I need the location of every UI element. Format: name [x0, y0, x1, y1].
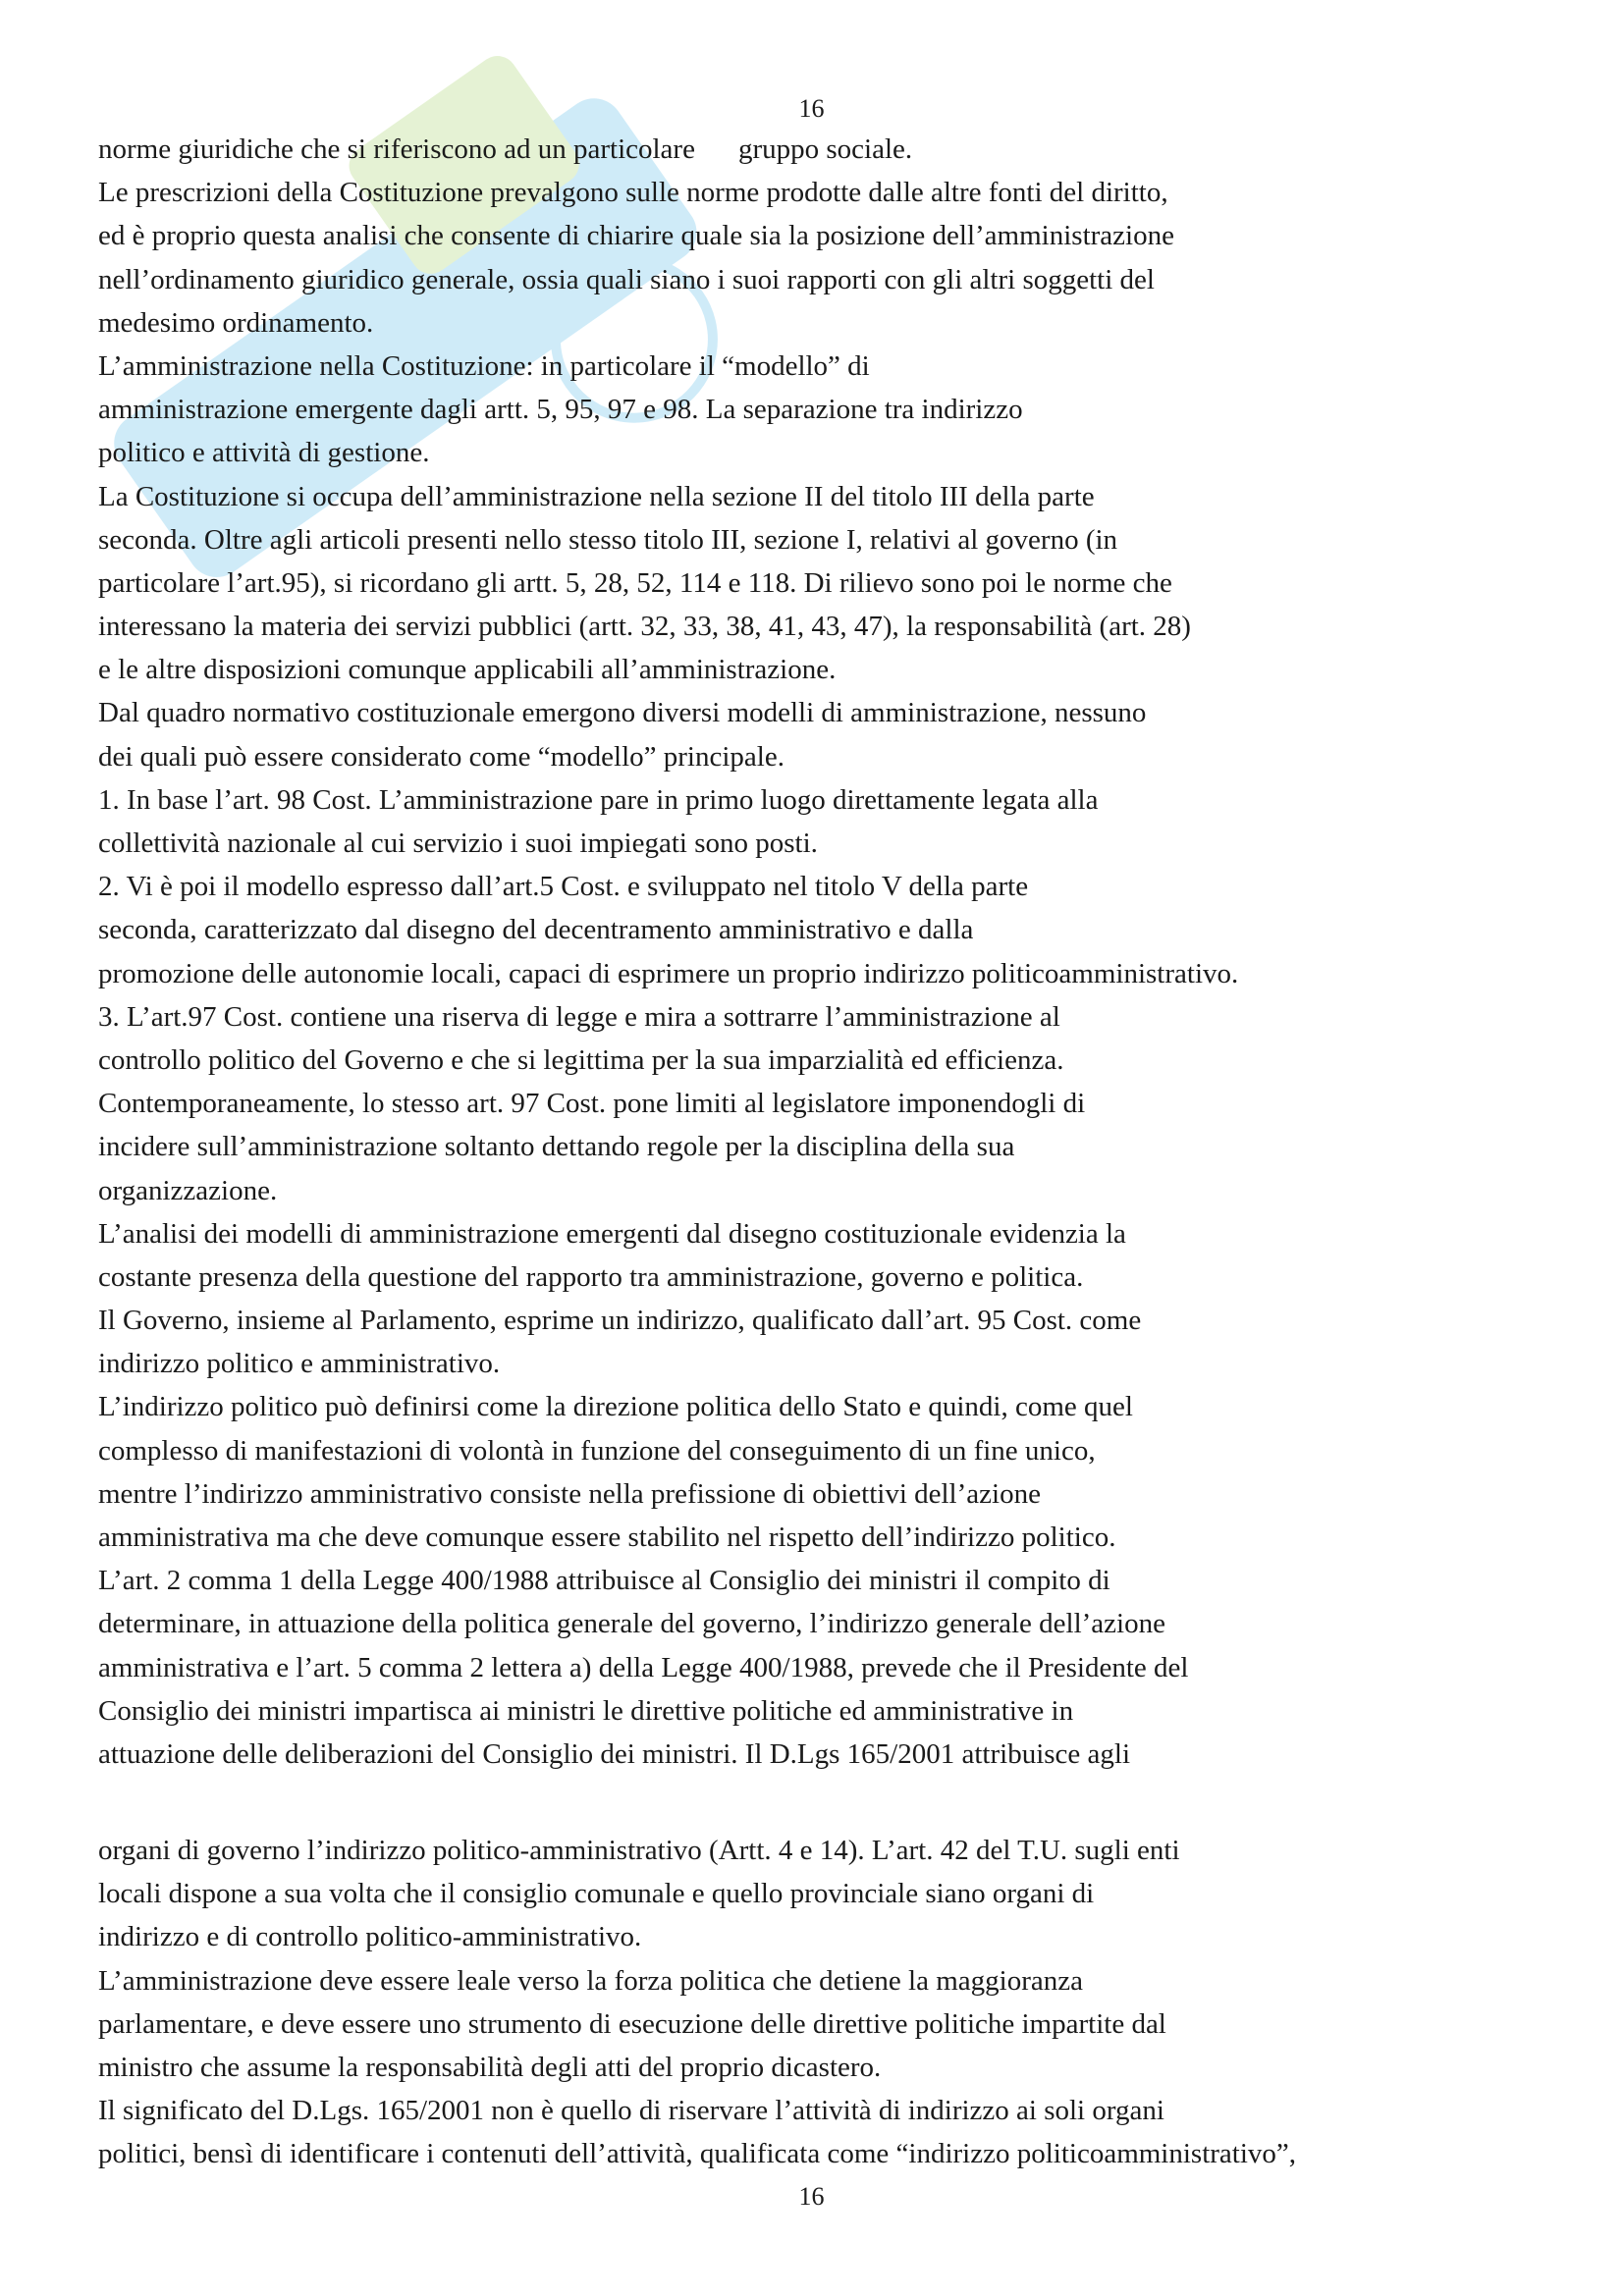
list-item-line: collettività nazionale al cui servizio i suoi impiegati sono posti.	[98, 828, 818, 859]
list-item-line: promozione delle autonomie locali, capaci di esprimere un proprio indirizzo politicoamministrativo.	[98, 957, 1239, 989]
section-heading-line: L’amministrazione nella Costituzione: in particolare il “modello” di	[98, 349, 870, 382]
text-block-first	[98, 128, 1551, 1776]
text-block-second	[98, 1829, 1551, 2176]
text-line: organizzazione.	[98, 1174, 278, 1206]
text-line: politici, bensì di identificare i contenuti dell’attività, qualificata come “indirizzo politicoamministrativo”,	[98, 2138, 1297, 2170]
text-line: determinare, in attuazione della politica generale del governo, l’indirizzo generale dell’azione	[98, 1608, 1165, 1640]
list-item-line: seconda, caratterizzato dal disegno del decentramento amministrativo e dalla	[98, 914, 974, 946]
text-line: complesso di manifestazioni di volontà in funzione del conseguimento di un fine unico,	[98, 1434, 1096, 1467]
text-line: norme giuridiche che si riferiscono ad un particolare gruppo sociale.	[98, 133, 913, 165]
section-heading-line: amministrazione emergente dagli artt. 5, 95, 97 e 98. La separazione tra indirizzo	[98, 394, 1023, 426]
list-item-line: controllo politico del Governo e che si legittima per la sua imparzialità ed efficienza.	[98, 1043, 1064, 1076]
list-item-line: 1. In base l’art. 98 Cost. L’amministrazione pare in primo luogo direttamente legata alla	[98, 783, 1099, 816]
text-line: indirizzo e di controllo politico-amministrativo.	[98, 1921, 642, 1953]
list-item-line: 2. Vi è poi il modello espresso dall’art.5 Cost. e sviluppato nel titolo V della parte	[98, 871, 1029, 903]
text-line: Le prescrizioni della Costituzione prevalgono sulle norme prodotte dalle altre fonti del diritto,	[98, 177, 1168, 209]
text-line: Consiglio dei ministri impartisca ai ministri le direttive politiche ed amministrative in	[98, 1694, 1074, 1727]
text-line: mentre l’indirizzo amministrativo consiste nella prefissione di obiettivi dell’azione	[98, 1477, 1041, 1510]
text-line: Contemporaneamente, lo stesso art. 97 Cost. pone limiti al legislatore imponendogli di	[98, 1088, 1086, 1120]
text-line: organi di governo l’indirizzo politico-amministrativo (Artt. 4 e 14). L’art. 42 del T.U. sugli enti	[98, 1835, 1180, 1866]
text-line: attuazione delle deliberazioni del Consiglio dei ministri. Il D.Lgs 165/2001 attribuisce agli	[98, 1737, 1131, 1770]
text-line: L’amministrazione deve essere leale verso la forza politica che detiene la maggioranza	[98, 1964, 1083, 1997]
text-line: amministrativa ma che deve comunque essere stabilito nel rispetto dell’indirizzo politico.	[98, 1522, 1116, 1553]
text-line: e le altre disposizioni comunque applicabili all’amministrazione.	[98, 654, 837, 686]
text-line: indirizzo politico e amministrativo.	[98, 1348, 501, 1380]
text-line: particolare l’art.95), si ricordano gli artt. 5, 28, 52, 114 e 118. Di rilievo sono poi le norme che	[98, 566, 1172, 599]
text-line: L’art. 2 comma 1 della Legge 400/1988 attribuisce al Consiglio dei ministri il compito di	[98, 1565, 1110, 1597]
text-line: parlamentare, e deve essere uno strumento di esecuzione delle direttive politiche impartite dal	[98, 2007, 1166, 2040]
text-line: Dal quadro normativo costituzionale emergono diversi modelli di amministrazione, nessuno	[98, 697, 1147, 729]
text-line: medesimo ordinamento.	[98, 306, 374, 339]
text-line: La Costituzione si occupa dell’amministrazione nella sezione II del titolo III della parte	[98, 480, 1095, 512]
page-number-top: 16	[798, 94, 825, 123]
text-line: L’indirizzo politico può definirsi come la direzione politica dello Stato e quindi, come quel	[98, 1391, 1133, 1423]
page-number-bottom: 16	[798, 2182, 825, 2211]
text-line: seconda. Oltre agli articoli presenti nello stesso titolo III, sezione I, relativi al governo (in	[98, 523, 1118, 556]
list-item-line: 3. L’art.97 Cost. contiene una riserva di legge e mira a sottrarre l’amministrazione al	[98, 1000, 1060, 1033]
text-line: nell’ordinamento giuridico generale, ossia quali siano i suoi rapporti con gli altri soggetti del	[98, 263, 1155, 295]
text-line: costante presenza della questione del rapporto tra amministrazione, governo e politica.	[98, 1260, 1084, 1293]
text-line: incidere sull’amministrazione soltanto dettando regole per la disciplina della sua	[98, 1131, 1015, 1163]
text-line: L’analisi dei modelli di amministrazione emergenti dal disegno costituzionale evidenzia la	[98, 1217, 1126, 1250]
text-line: Il Governo, insieme al Parlamento, esprime un indirizzo, qualificato dall’art. 95 Cost. come	[98, 1305, 1142, 1337]
text-line: interessano la materia dei servizi pubblici (artt. 32, 33, 38, 41, 43, 47), la responsabilità (art. 28)	[98, 611, 1191, 643]
text-line: locali dispone a sua volta che il consiglio comunale e quello provinciale siano organi di	[98, 1878, 1095, 1910]
section-heading-line: politico e attività di gestione.	[98, 437, 430, 469]
text-line: ministro che assume la responsabilità degli atti del proprio dicastero.	[98, 2051, 882, 2083]
text-line: dei quali può essere considerato come “modello” principale.	[98, 740, 784, 773]
text-line: ed è proprio questa analisi che consente di chiarire quale sia la posizione dell’amministrazione	[98, 220, 1174, 252]
text-line: Il significato del D.Lgs. 165/2001 non è quello di riservare l’attività di indirizzo ai soli organi	[98, 2095, 1164, 2127]
text-line: amministrativa e l’art. 5 comma 2 lettera a) della Legge 400/1988, prevede che il Presidente del	[98, 1651, 1189, 1683]
